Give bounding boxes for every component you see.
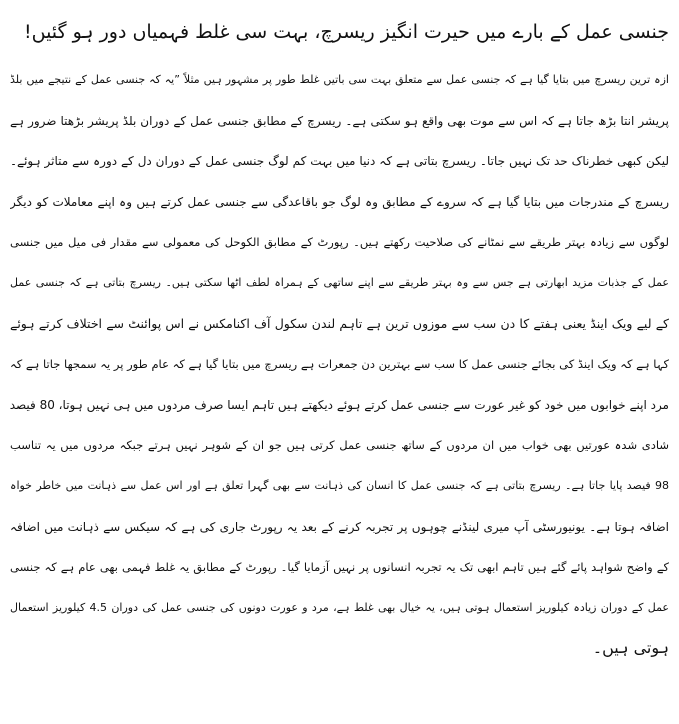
article-line: ازہ ترین ریسرچ میں بتایا گیا ہے کہ جنسی عمل سے متعلق بہت سی باتیں غلط طور پر مشہور ہیں مثلاً ”یہ کہ جنسی عمل کے نتیجے میں بلڈ — [10, 73, 669, 86]
article — [10, 0, 669, 724]
article-line: 98 فیصد پایا جاتا ہے۔ ریسرچ بتاتی ہے کہ جنسی عمل کا انسان کی ذہانت سے بھی گہرا تعلق ہے اور اس عمل سے ذہانت میں خاطر خواہ — [10, 478, 669, 492]
article-line: مرد اپنے خوابوں میں خود کو غیر عورت سے جنسی عمل کرتے ہوئے دیکھتے ہیں تاہم ایسا صرف مردوں میں ہی نہیں ہوتا، 80 فیصد — [10, 397, 669, 412]
article-line: کے واضح شواہد پائے گئے ہیں تاہم ابھی تک یہ تجربہ انسانوں پر نہیں آزمایا گیا۔ رپورٹ کے مطابق یہ غلط فہمی بھی عام ہے کہ جنسی — [10, 560, 669, 575]
article-line: کے لیے ویک اینڈ یعنی ہفتے کا دن سب سے موزوں ترین ہے تاہم لندن سکول آف اکنامکس نے اس پوائنٹ سے اختلاف کرتے ہوئے — [10, 315, 669, 331]
article-line: شادی شدہ عورتیں بھی خواب میں ان مردوں کے ساتھ جنسی عمل کرتی ہیں جو ان کے شوہر نہیں ہرتے جبکہ مردوں میں یہ تناسب — [10, 438, 669, 453]
article-headline: جنسی عمل کے بارے میں حیرت انگیز ریسرچ، بہت سی غلط فہمیاں دور ہو گئیں! — [23, 21, 669, 43]
article-line: پریشر انتا بڑھ جاتا ہے کہ اس سے موت بھی واقع ہو سکتی ہے۔ ریسرچ کے مطابق جنسی عمل کے دوران بلڈ پریشر بڑھتا ضرور ہے — [10, 113, 669, 128]
article-line: ریسرچ کے مندرجات میں بتایا گیا ہے کہ سروے کے مطابق وہ لوگ جو باقاعدگی سے جنسی عمل کرتے ہیں وہ اپنے معاملات کو دیگر — [10, 194, 669, 209]
article-line: لیکن کبھی خطرناک حد تک نہیں جاتا۔ ریسرچ بتاتی ہے کہ دنیا میں بہت کم لوگ جنسی عمل کے دوران دل کے دورہ سے متاثر ہوئے۔ — [10, 154, 669, 169]
article-line: اضافہ ہوتا ہے۔ یونیورسٹی آپ میری لینڈنے چوہوں پر تجربہ کرنے کے بعد یہ رپورٹ جاری کی ہے کہ سیکس سے ذہانت میں اضافہ — [10, 519, 669, 534]
article-line: عمل کے جذبات مزید ابھارتی ہے جس سے وہ بہتر طریقے سے اپنے ساتھی کے ہمراہ لطف اٹھا سکتی ہیں۔ ریسرچ بتاتی ہے کہ جنسی عمل — [10, 275, 669, 289]
article-line: لوگوں سے زیادہ بہتر طریقے سے نمٹانے کی صلاحیت رکھتے ہیں۔ رپورٹ کے مطابق الکوحل کی معمولی سے مقدار فی میل میں جنسی — [10, 235, 669, 250]
article-line: کہا ہے کہ ویک اینڈ کی بجائے جنسی عمل کا سب سے بہترین دن جمعرات ہے ریسرچ میں بتایا گیا ہے کہ عام طور پر یہ سمجھا جاتا ہے کہ — [10, 357, 669, 372]
article-body — [10, 60, 669, 669]
article-line: عمل کے دوران زیادہ کیلوریز استعمال ہوتی ہیں، یہ خیال بھی غلط ہے، مرد و عورت دونوں کی جنسی عمل کی دوران 4.5 کیلوریز استعمال — [10, 600, 669, 614]
article-line: ہوتی ہیں۔ — [592, 638, 669, 658]
